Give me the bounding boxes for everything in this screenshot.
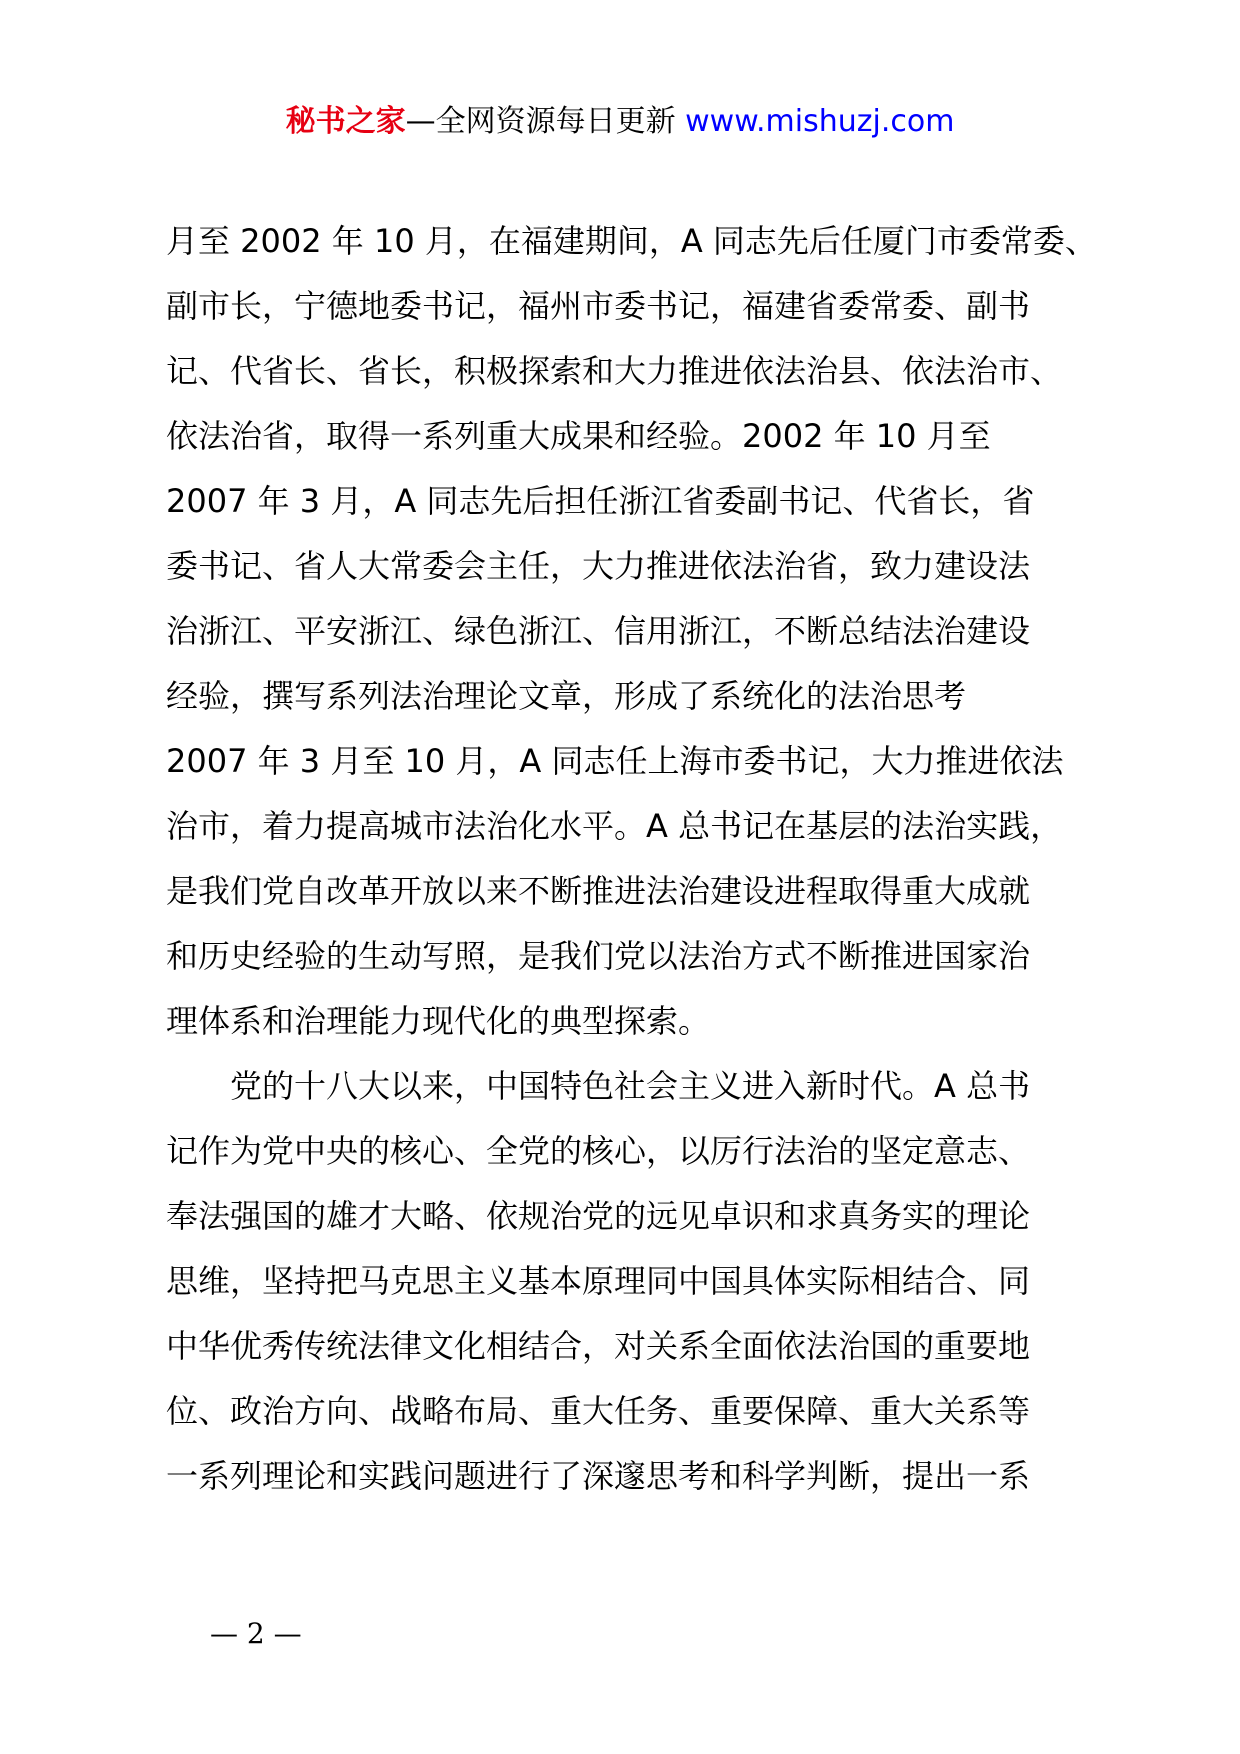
body-line: 委书记、省人大常委会主任，大力推进依法治省，致力建设法: [166, 547, 1031, 585]
body-line: 位、政治方向、战略布局、重大任务、重要保障、重大关系等: [166, 1392, 1031, 1430]
body-line: 2007 年 3 月至 10 月，A 同志任上海市委书记，大力推进依法: [166, 742, 1064, 780]
page-header: [0, 100, 1240, 144]
header-brand: 秘书之家: [285, 104, 406, 139]
body-line: 副市长，宁德地委书记，福州市委书记，福建省委常委、副书: [166, 287, 1031, 325]
body-line: 奉法强国的雄才大略、依规治党的远见卓识和求真务实的理论: [166, 1197, 1031, 1235]
page-number: — 2 —: [210, 1617, 302, 1650]
header-url-link[interactable]: www.mishuzj.com: [685, 104, 955, 139]
body-line: 记作为党中央的核心、全党的核心，以厉行法治的坚定意志、: [166, 1132, 1031, 1170]
body-line: 党的十八大以来，中国特色社会主义进入新时代。A 总书: [166, 1067, 1031, 1105]
body-line: 和历史经验的生动写照，是我们党以法治方式不断推进国家治: [166, 937, 1031, 975]
body-line: 中华优秀传统法律文化相结合，对关系全面依法治国的重要地: [166, 1327, 1031, 1365]
header-tagline: —全网资源每日更新: [405, 104, 676, 139]
body-line: 治浙江、平安浙江、绿色浙江、信用浙江，不断总结法治建设: [166, 612, 1031, 650]
document-body: [166, 209, 1126, 1509]
body-line: 记、代省长、省长，积极探索和大力推进依法治县、依法治市、: [166, 352, 1063, 390]
body-line: 2007 年 3 月，A 同志先后担任浙江省委副书记、代省长，省: [166, 482, 1035, 520]
body-line: 月至 2002 年 10 月，在福建期间，A 同志先后任厦门市委常委、: [166, 222, 1097, 260]
body-line: 是我们党自改革开放以来不断推进法治建设进程取得重大成就: [166, 872, 1031, 910]
body-line: 依法治省，取得一系列重大成果和经验。2002 年 10 月至: [166, 417, 991, 455]
body-line: 经验，撰写系列法治理论文章，形成了系统化的法治思考: [166, 677, 967, 715]
body-line: 治市，着力提高城市法治化水平。A 总书记在基层的法治实践，: [166, 807, 1063, 845]
body-line: 思维，坚持把马克思主义基本原理同中国具体实际相结合、同: [166, 1262, 1031, 1300]
body-line: 一系列理论和实践问题进行了深邃思考和科学判断，提出一系: [166, 1457, 1031, 1495]
body-line: 理体系和治理能力现代化的典型探索。: [166, 1002, 711, 1040]
